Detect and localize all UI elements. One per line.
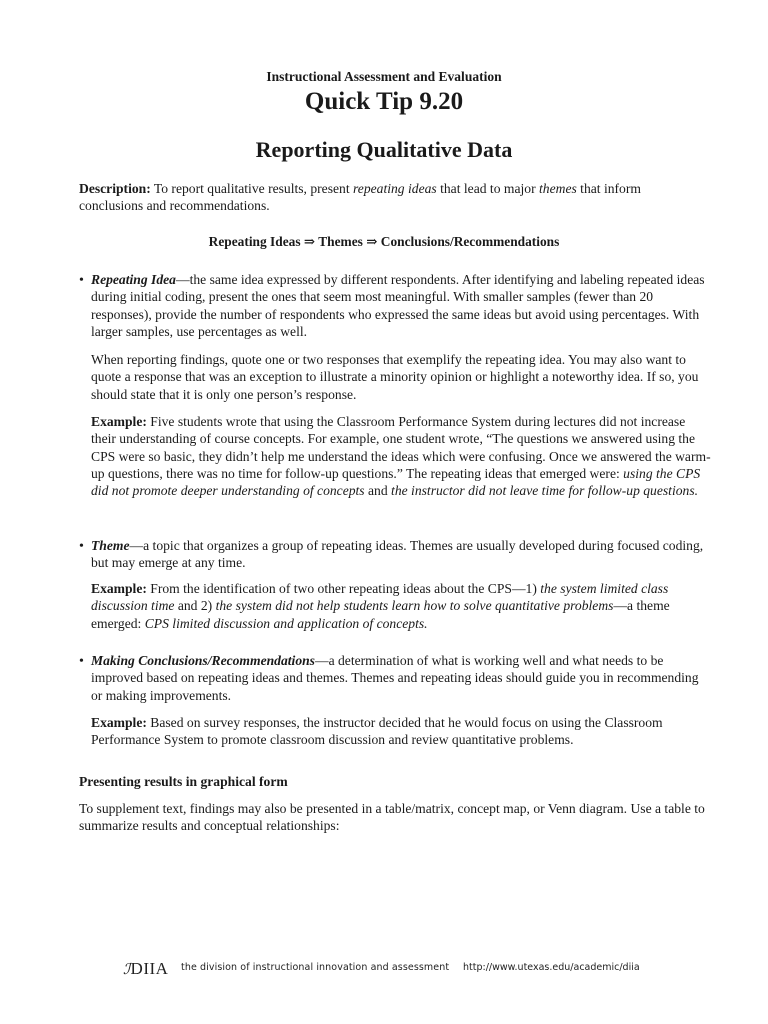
description-text-2: that lead to major <box>436 181 540 196</box>
footer-url[interactable]: http://www.utexas.edu/academic/diia <box>463 962 640 973</box>
diia-logo <box>123 959 168 979</box>
conclusions-definition <box>91 652 713 704</box>
page-title: Quick Tip 9.20 <box>304 88 464 115</box>
page-footer <box>0 959 768 979</box>
conclusions-example <box>91 714 713 749</box>
example-text: and 2) <box>174 598 216 614</box>
theme-def: —a topic that organizes a group of repeating ideas. Themes are usually developed during focused coding, but may emerge at any time. <box>91 538 704 571</box>
bullet-dot: • <box>79 273 84 288</box>
theme-example <box>91 580 713 632</box>
repeating-idea-example <box>91 413 713 499</box>
header-subtitle: Instructional Assessment and Evaluation <box>266 69 502 84</box>
example-italic: CPS limited discussion and application of concepts. <box>144 615 428 631</box>
description-text-1: To report qualitative results, present <box>150 181 354 196</box>
page-heading: Reporting Qualitative Data <box>255 137 513 162</box>
theme-definition <box>91 537 713 572</box>
example-text: Based on survey responses, the instructor decided that he would focus on using the Classroom Performance System to promote classroom discussion and review quantitative problems. <box>91 715 663 748</box>
logo-symbol-icon: ℐ <box>123 962 131 978</box>
repeating-idea-def: —the same idea expressed by different respondents. After identifying and labeling repeated ideas during initial coding, present the ones that seem most meaningful. With smaller samples (fewer than 20 responses), provide the number of respondents who expressed the same ideas but avoid using percentages. With larger samples, use percentages as well. <box>91 272 705 339</box>
description-text-3: that inform conclusions and recommendations. <box>79 181 641 214</box>
example-text: —a theme emerged: <box>91 598 670 631</box>
conclusions-def: —a determination of what is working well and what needs to be improved based on repeating ideas and themes. Themes and repeating ideas should guide you in recommending or making improvements. <box>91 653 699 703</box>
conclusions-term: Making Conclusions/Recommendations <box>91 653 315 668</box>
example-italic: using the CPS did not promote deeper understanding of concepts <box>91 465 701 499</box>
example-label: Example: <box>91 715 147 730</box>
example-label: Example: <box>91 581 147 596</box>
repeating-idea-term: Repeating Idea <box>91 272 176 287</box>
description-italic-1: repeating ideas <box>353 181 437 196</box>
description-italic-2: themes <box>539 181 577 196</box>
example-italic: the system did not help students learn how to solve quantitative problems <box>215 598 614 614</box>
example-italic: the instructor did not leave time for follow-up questions. <box>391 483 699 499</box>
section-heading: Presenting results in graphical form <box>79 774 288 789</box>
example-text: Five students wrote that using the Classroom Performance System during lectures did not increase their understanding of course concepts. For example, one student wrote, “The questions we answered using the CPS were so basic, they didn’t help me understand the ideas which were confusing. Once we answered the warm-up questions, there was no time for follow-up questions.” The repeating ideas that emerged were: <box>91 414 711 481</box>
example-text: and <box>364 483 392 499</box>
description-paragraph <box>79 180 679 215</box>
footer-division: the division of instructional innovation and assessment <box>181 962 450 973</box>
theme-term: Theme <box>91 538 130 553</box>
description-label: Description: <box>79 181 151 196</box>
example-italic: the system limited class discussion time <box>91 581 669 614</box>
bullet-dot: • <box>79 539 84 554</box>
example-text: From the identification of two other repeating ideas about the CPS—1) <box>146 581 541 596</box>
process-flow: Repeating Ideas ⇒ Themes ⇒ Conclusions/Recommendations <box>208 234 560 249</box>
example-label: Example: <box>91 414 147 429</box>
repeating-idea-definition <box>91 271 713 340</box>
graphical-paragraph: To supplement text, findings may also be presented in a table/matrix, concept map, or Venn diagram. Use a table to summarize results and conceptual relationships: <box>79 801 705 834</box>
repeating-idea-paragraph: When reporting findings, quote one or two responses that exemplify the repeating idea. You may also want to quote a response that was an exception to illustrate a minority opinion or highlight a noteworthy idea. If so, you should state that it is only one person’s response. <box>91 352 699 402</box>
logo-text: DIIA <box>130 959 169 978</box>
bullet-dot: • <box>79 654 84 669</box>
